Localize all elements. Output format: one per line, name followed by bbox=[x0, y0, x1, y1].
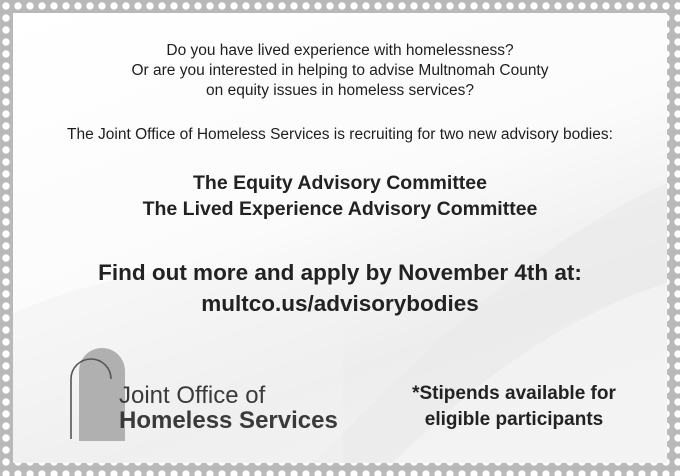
flyer-card bbox=[13, 13, 667, 463]
stipend-note bbox=[383, 381, 645, 433]
question-line-2: Or are you interested in helping to advise Multnomah County bbox=[131, 62, 549, 79]
committee-equity: The Equity Advisory Committee bbox=[193, 172, 487, 194]
committee-lived-experience: The Lived Experience Advisory Committee bbox=[142, 198, 538, 220]
stipend-line-1: *Stipends available for bbox=[412, 383, 616, 404]
apply-deadline: Find out more and apply by November 4th at: bbox=[98, 260, 582, 285]
stipend-line-2: eligible participants bbox=[424, 409, 604, 430]
question-line-1: Do you have lived experience with homelessness? bbox=[166, 42, 514, 59]
logo-text-line-2: Homeless Services bbox=[119, 407, 338, 434]
question-line-3: on equity issues in homeless services? bbox=[206, 82, 474, 99]
apply-url: multco.us/advisorybodies bbox=[201, 291, 479, 316]
committee-list bbox=[13, 170, 667, 222]
recruiting-statement: The Joint Office of Homeless Services is recruiting for two new advisory bodies: bbox=[67, 126, 613, 143]
intro-question bbox=[13, 41, 667, 101]
joint-office-logo bbox=[65, 345, 355, 441]
logo-text-line-1: Joint Office of bbox=[119, 382, 266, 409]
arch-logo-icon bbox=[65, 345, 125, 441]
apply-callout bbox=[13, 257, 667, 319]
